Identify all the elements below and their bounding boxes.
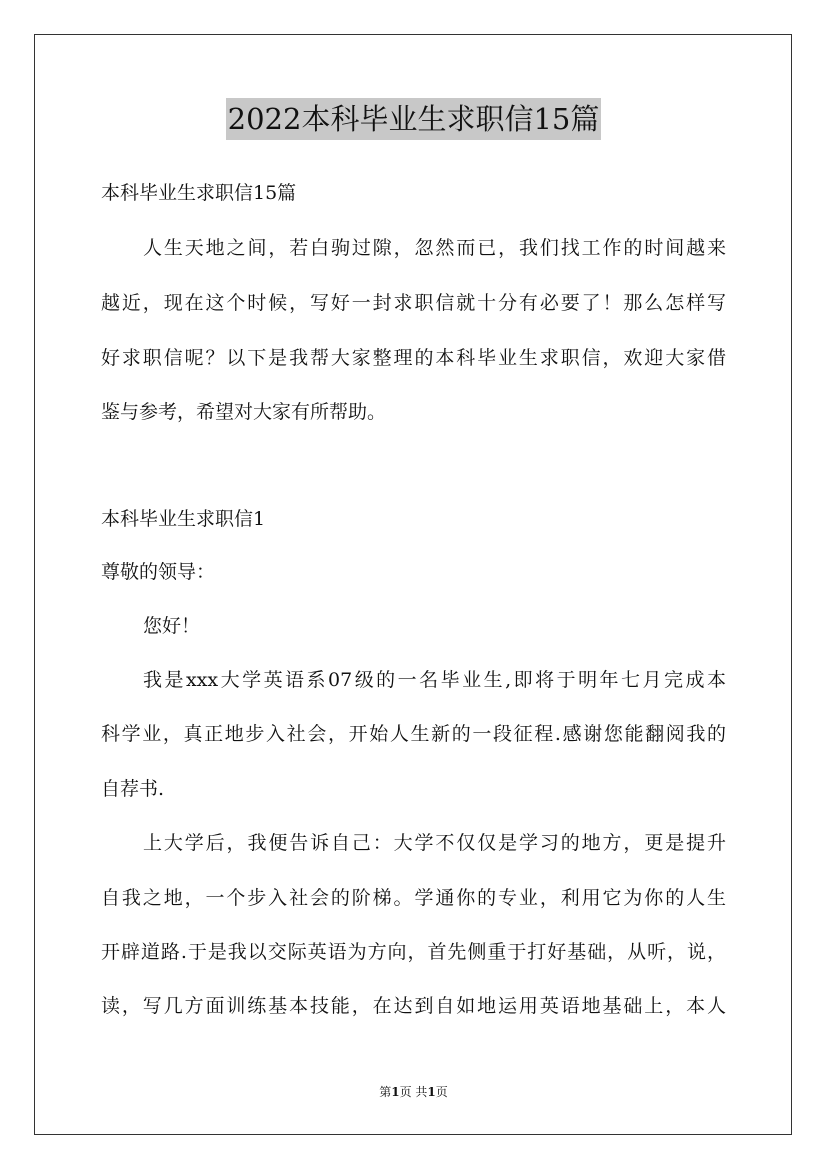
paragraph-line: 科学业，真正地步入社会，开始人生新的一段征程.感谢您能翻阅我的 <box>101 723 726 745</box>
document-subtitle: 本科毕业生求职信15篇 <box>101 182 297 204</box>
footer-suffix: 页 <box>435 1085 448 1099</box>
paragraph-line: 读，写几方面训练基本技能，在达到自如地运用英语地基础上，本人 <box>101 995 726 1017</box>
intro-line: 鉴与参考，希望对大家有所帮助。 <box>101 401 387 423</box>
title-container <box>0 98 827 140</box>
footer-prefix: 第 <box>379 1085 392 1099</box>
paragraph-line: 开辟道路.于是我以交际英语为方向，首先侧重于打好基础，从听，说， <box>101 941 726 963</box>
footer-total-pages: 1 <box>427 1085 436 1099</box>
paragraph-line: 自荐书. <box>101 778 165 800</box>
letter-heading: 本科毕业生求职信1 <box>101 508 266 530</box>
footer-mid: 页 共 <box>399 1085 428 1099</box>
intro-line: 好求职信呢？以下是我帮大家整理的本科毕业生求职信，欢迎大家借 <box>101 347 726 369</box>
salutation: 尊敬的领导： <box>101 561 216 583</box>
paragraph-line: 上大学后，我便告诉自己：大学不仅仅是学习的地方，更是提升 <box>143 832 726 854</box>
page-footer <box>0 1084 827 1100</box>
footer-page-number: 1 <box>391 1085 400 1099</box>
intro-line: 人生天地之间，若白驹过隙，忽然而已，我们找工作的时间越来 <box>143 237 726 259</box>
document-title: 2022本科毕业生求职信15篇 <box>226 98 602 140</box>
paragraph-line: 我是xxx大学英语系07级的一名毕业生,即将于明年七月完成本 <box>143 669 726 691</box>
greeting: 您好！ <box>143 615 201 637</box>
paragraph-line: 自我之地，一个步入社会的阶梯。学通你的专业，利用它为你的人生 <box>101 887 726 909</box>
intro-line: 越近，现在这个时候，写好一封求职信就十分有必要了！那么怎样写 <box>101 292 726 314</box>
